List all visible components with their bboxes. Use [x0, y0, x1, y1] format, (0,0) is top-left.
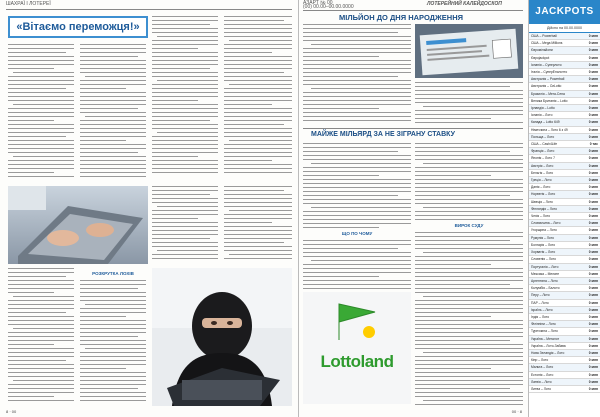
- jackpot-row: [529, 191, 600, 198]
- jackpot-row: [529, 155, 600, 162]
- jackpot-amount: 0 млн: [588, 365, 598, 370]
- jackpot-amount: 0 млн: [588, 293, 598, 298]
- right-section-strip: ЛОТЕРЕЙНИЙ КАЛЕЙДОСКОП: [427, 1, 502, 7]
- jackpots-title: JACKPOTS: [529, 0, 600, 24]
- jackpot-row: [529, 300, 600, 307]
- text-column: [8, 268, 74, 406]
- jackpot-amount: 0 млн: [588, 350, 598, 355]
- jackpot-lottery-name: Перу – Лото: [531, 293, 550, 298]
- jackpot-lottery-name: Україна – Мегалот: [531, 336, 560, 341]
- page-number-left: 8 · 00: [6, 409, 17, 414]
- jackpot-lottery-name: Німеччина – Лото 6 з 49: [531, 127, 568, 132]
- jackpot-amount: 0 млн: [588, 34, 598, 38]
- jackpots-date: Дійсно на 00.00.0000: [529, 24, 600, 33]
- lottoland-logo-box: [303, 292, 411, 404]
- jackpot-amount: 0 млн: [588, 62, 598, 67]
- jackpot-lottery-name: Естонія – Лото: [531, 372, 554, 377]
- jackpot-row: [529, 134, 600, 141]
- jackpot-amount: 0 млн: [588, 48, 598, 53]
- text-column: [152, 16, 218, 182]
- jackpot-lottery-name: Литва – Лото: [531, 386, 551, 391]
- right-page: [299, 0, 600, 417]
- jackpot-row: [529, 249, 600, 256]
- jackpot-lottery-name: Євромільйони: [531, 48, 553, 53]
- jackpot-lottery-name: Португалія – Лото: [531, 264, 559, 269]
- page-number-right: 00 · 8: [511, 409, 522, 414]
- jackpot-row: [529, 184, 600, 191]
- lottoland-flag-icon: [329, 300, 385, 344]
- jackpot-row: [529, 105, 600, 112]
- text-column: [152, 186, 218, 264]
- jackpot-row: [529, 256, 600, 263]
- jackpot-row: [529, 177, 600, 184]
- jackpots-sidebar: [528, 0, 600, 417]
- jackpot-amount: 0 млн: [588, 170, 598, 175]
- jackpot-row: [529, 314, 600, 321]
- jackpot-amount: 0 млн: [588, 98, 598, 103]
- jackpot-amount: 0 млн: [588, 120, 598, 125]
- text-column: [80, 44, 146, 182]
- jackpot-row: [529, 119, 600, 126]
- jackpot-amount: 0 млн: [588, 41, 598, 46]
- jackpot-lottery-name: Хорватія – Лото: [531, 250, 556, 255]
- lottoland-wordmark: Lottoland: [320, 352, 394, 371]
- jackpot-lottery-name: США – Powerball: [531, 34, 557, 38]
- jackpot-row: [529, 271, 600, 278]
- jackpot-row: [529, 372, 600, 379]
- jackpot-lottery-name: Словаччина – Лото: [531, 221, 561, 226]
- left-section-strip: ШАХРАЇ І ЛОТЕРЕЇ: [6, 1, 51, 7]
- jackpot-amount: 0 млн: [588, 257, 598, 262]
- jackpot-lottery-name: Мексика – Мелате: [531, 271, 560, 276]
- jackpot-row: [529, 227, 600, 234]
- lottery-ticket-photo: [415, 24, 523, 78]
- jackpot-row: [529, 33, 600, 40]
- jackpot-lottery-name: Філіппіни – Лото: [531, 322, 556, 327]
- jackpot-amount: 0 млн: [588, 228, 598, 233]
- jackpots-table: [529, 33, 600, 393]
- jackpot-lottery-name: Мальта – Лото: [531, 365, 554, 370]
- masked-hacker-photo: [152, 268, 292, 406]
- jackpot-amount: 0 млн: [588, 55, 598, 60]
- laptop-hands-photo: [8, 186, 148, 264]
- jackpot-amount: 0 млн: [588, 322, 598, 327]
- jackpot-row: [529, 40, 600, 47]
- text-column: [415, 82, 523, 126]
- article-headline: «Вітаємо переможця!»: [8, 16, 148, 38]
- headline-million: МІЛЬЙОН ДО ДНЯ НАРОДЖЕННЯ: [339, 13, 464, 22]
- jackpot-lottery-name: Чехія – Лото: [531, 214, 551, 219]
- jackpot-lottery-name: Болгарія – Лото: [531, 242, 556, 247]
- jackpot-lottery-name: Австралія – Powerball: [531, 77, 565, 82]
- jackpot-lottery-name: ПАР – Лото: [531, 300, 549, 305]
- jackpot-amount: 0 млн: [588, 106, 598, 111]
- jackpot-row: [529, 206, 600, 213]
- jackpot-amount: 0 млн: [588, 314, 598, 319]
- jackpot-lottery-name: Аргентина – Лото: [531, 278, 558, 283]
- jackpot-amount: 0 млн: [588, 271, 598, 276]
- jackpot-amount: 0 млн: [588, 163, 598, 168]
- jackpot-lottery-name: Кіпр – Лото: [531, 358, 549, 363]
- jackpot-amount: 0 млн: [588, 214, 598, 219]
- jackpot-lottery-name: Іспанія – Лото: [531, 113, 553, 118]
- text-column: [415, 143, 523, 405]
- jackpot-lottery-name: Японія – Лото 7: [531, 156, 555, 161]
- jackpot-amount: 0 млн: [588, 192, 598, 197]
- text-column: [224, 16, 292, 182]
- jackpot-row: [529, 292, 600, 299]
- jackpot-row: [529, 47, 600, 54]
- subhead: ВИРОК СУДУ: [454, 223, 484, 228]
- jackpot-lottery-name: Угорщина – Лото: [531, 228, 557, 233]
- jackpot-row: [529, 307, 600, 314]
- jackpot-amount: 0 млн: [588, 113, 598, 118]
- jackpot-row: [529, 141, 600, 148]
- jackpot-amount: 0 млн: [588, 134, 598, 139]
- jackpot-row: [529, 321, 600, 328]
- jackpot-row: [529, 364, 600, 371]
- header-rule: [303, 10, 523, 11]
- jackpot-row: [529, 62, 600, 69]
- jackpot-row: [529, 328, 600, 335]
- text-column: [8, 44, 74, 182]
- jackpot-lottery-name: Італія – СуперЕналотто: [531, 70, 568, 75]
- jackpot-amount: 0 млн: [588, 386, 598, 391]
- jackpot-row: [529, 199, 600, 206]
- jackpot-lottery-name: Бразилія – Мега-Сена: [531, 91, 565, 96]
- jackpot-row: [529, 220, 600, 227]
- jackpot-amount: 0 млн: [588, 127, 598, 132]
- jackpot-amount: 0 млн: [588, 70, 598, 75]
- jackpot-lottery-name: Швеція – Лото: [531, 199, 553, 204]
- jackpot-amount: 0 млн: [588, 221, 598, 226]
- jackpot-lottery-name: Ізраїль – Лото: [531, 307, 553, 312]
- jackpot-amount: 0 млн: [588, 77, 598, 82]
- jackpot-lottery-name: Австрія – Лото: [531, 163, 554, 168]
- jackpot-amount: 0 млн: [588, 278, 598, 283]
- headline-billion: МАЙЖЕ МІЛЬЯРД ЗА НЕ ЗІГРАНУ СТАВКУ: [311, 131, 455, 138]
- jackpot-lottery-name: США – Mega Millions: [531, 41, 563, 46]
- jackpot-amount: 0 млн: [588, 156, 598, 161]
- jackpot-amount: 0 млн: [588, 242, 598, 247]
- text-column: [303, 143, 411, 289]
- jackpot-amount: 0 млн: [588, 336, 598, 341]
- text-column: [303, 24, 411, 126]
- jackpot-row: [529, 163, 600, 170]
- jackpot-row: [529, 379, 600, 386]
- jackpot-row: [529, 235, 600, 242]
- jackpot-lottery-name: Іспанія – Суперлото: [531, 62, 562, 67]
- jackpot-amount: 0 млн: [588, 235, 598, 240]
- jackpot-row: [529, 91, 600, 98]
- jackpot-row: [529, 127, 600, 134]
- jackpot-amount: 0 млн: [588, 307, 598, 312]
- header-rule: [6, 9, 292, 10]
- jackpot-lottery-name: Греція – Лото: [531, 178, 552, 183]
- jackpot-row: [529, 98, 600, 105]
- jackpot-row: [529, 170, 600, 177]
- jackpot-row: [529, 386, 600, 393]
- jackpot-row: [529, 213, 600, 220]
- jackpot-amount: 0 млн: [588, 358, 598, 363]
- subhead: ЩО ПО ЧОМУ: [341, 231, 373, 236]
- jackpot-lottery-name: Румунія – Лото: [531, 235, 554, 240]
- jackpot-amount: 0 млн: [588, 372, 598, 377]
- jackpot-lottery-name: Колумбія – Балото: [531, 286, 560, 291]
- jackpot-amount: 0 млн: [588, 264, 598, 269]
- jackpot-row: [529, 148, 600, 155]
- jackpot-lottery-name: Норвегія – Лото: [531, 192, 556, 197]
- jackpot-lottery-name: Туреччина – Лото: [531, 329, 558, 334]
- jackpot-amount: 0 млн: [588, 178, 598, 183]
- jackpot-lottery-name: Канада – Lotto 649: [531, 120, 560, 125]
- jackpot-row: [529, 83, 600, 90]
- jackpot-lottery-name: Україна – Лото-Забава: [531, 343, 566, 348]
- section-rule: [303, 128, 523, 129]
- jackpot-amount: 0 млн: [588, 379, 598, 384]
- jackpot-lottery-name: Індія – Лото: [531, 314, 550, 319]
- subhead: РОЗКРУТКА ЛОХІВ: [92, 271, 134, 276]
- jackpot-lottery-name: Нова Зеландія – Лото: [531, 350, 565, 355]
- jackpot-row: [529, 242, 600, 249]
- jackpot-row: [529, 357, 600, 364]
- jackpot-amount: 0 млн: [588, 185, 598, 190]
- text-column: [80, 268, 146, 406]
- jackpot-lottery-name: Данія – Лото: [531, 185, 551, 190]
- jackpot-row: [529, 350, 600, 357]
- jackpot-row: [529, 264, 600, 271]
- jackpot-lottery-name: Латвія – Лото: [531, 379, 552, 384]
- jackpot-amount: 0 млн: [588, 91, 598, 96]
- jackpot-lottery-name: Бельгія – Лото: [531, 170, 554, 175]
- jackpot-lottery-name: США – Cash4Life: [531, 142, 558, 147]
- jackpot-amount: 0 млн: [588, 329, 598, 334]
- jackpot-amount: 0 млн: [588, 199, 598, 204]
- jackpot-amount: 0 тис: [589, 142, 598, 147]
- jackpot-row: [529, 69, 600, 76]
- jackpot-row: [529, 55, 600, 62]
- jackpot-lottery-name: Словенія – Лото: [531, 257, 556, 262]
- jackpot-lottery-name: Франція – Лото: [531, 149, 555, 154]
- jackpot-row: [529, 343, 600, 350]
- jackpot-lottery-name: Польща – Лото: [531, 134, 555, 139]
- jackpot-amount: 0 млн: [588, 84, 598, 89]
- jackpot-lottery-name: Велика Британія – Lotto: [531, 98, 568, 103]
- left-page: [0, 0, 299, 417]
- jackpot-lottery-name: Ірландія – Lotto: [531, 106, 555, 111]
- jackpot-amount: 0 млн: [588, 149, 598, 154]
- jackpot-amount: 0 млн: [588, 286, 598, 291]
- text-column: [224, 186, 292, 264]
- jackpot-amount: 0 млн: [588, 300, 598, 305]
- jackpot-row: [529, 76, 600, 83]
- jackpot-amount: 0 млн: [588, 206, 598, 211]
- issue-info: АЗАРТ № 00 (00) 00.00–00.00.0000: [303, 0, 354, 10]
- jackpot-row: [529, 112, 600, 119]
- jackpot-amount: 0 млн: [588, 250, 598, 255]
- jackpot-lottery-name: Австралія – OzLotto: [531, 84, 562, 89]
- jackpot-row: [529, 278, 600, 285]
- jackpot-row: [529, 336, 600, 343]
- jackpot-lottery-name: Єврojackpot: [531, 55, 550, 60]
- jackpot-amount: 0 млн: [588, 343, 598, 348]
- jackpot-lottery-name: Фінляндія – Лото: [531, 206, 557, 211]
- jackpot-row: [529, 285, 600, 292]
